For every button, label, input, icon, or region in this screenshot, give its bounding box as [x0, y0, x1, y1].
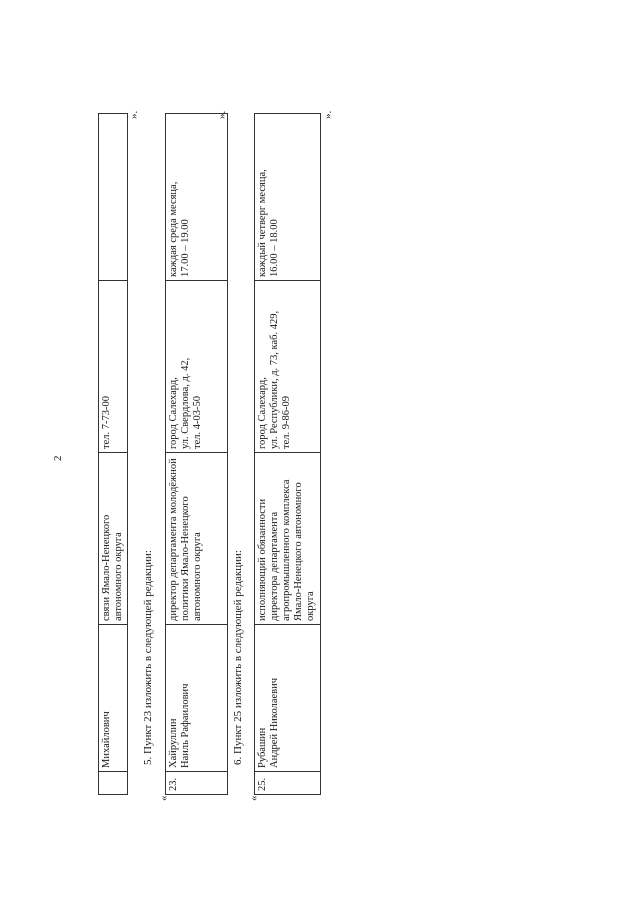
table-item-23	[165, 110, 228, 795]
address-line: город Салехард,	[168, 377, 179, 449]
cell-address: тел. 7-73-00	[99, 281, 128, 453]
time-line: каждая среда месяца,	[168, 181, 179, 277]
address-line: тел. 4-03-50	[192, 396, 203, 449]
time-line: 17.00 – 19.00	[180, 219, 191, 277]
table-row	[99, 114, 128, 795]
cell-name: Михайлович	[99, 625, 128, 772]
address-line: ул. Республики, д. 73, каб. 429,	[269, 310, 280, 449]
cell-num	[99, 772, 128, 795]
cell-name	[255, 625, 321, 772]
name-line: Хайруллин	[168, 718, 179, 768]
close-quote: ».	[128, 110, 140, 119]
address-line: город Салехард,	[257, 377, 268, 449]
section-heading: 6. Пункт 25 изложить в следующей редакции:	[232, 550, 244, 765]
cell-position: исполняющий обязанности директора департамента агропромышленного комплекса Ямало-Ненецкого автономного округа	[255, 453, 321, 625]
cell-num: 23.	[166, 772, 228, 795]
cell-position: связи Ямало-Ненецкого автономного округа	[99, 453, 128, 625]
cell-address	[255, 281, 321, 453]
name-line: Рубашин	[257, 727, 268, 768]
name-line: Наиль Рафаилович	[180, 683, 191, 768]
cell-position: директор департамента молодёжной политики Ямало-Ненецкого автономного округа	[166, 453, 228, 625]
name-line: Андрей Николаевич	[269, 678, 280, 768]
page-number: 2	[52, 455, 64, 461]
close-quote: ».	[216, 110, 228, 119]
table-row	[255, 114, 321, 795]
open-quote: «	[158, 795, 170, 801]
time-line: каждый четверг месяца,	[257, 169, 268, 277]
cell-time	[255, 114, 321, 281]
section-heading: 5. Пункт 23 изложить в следующей редакции:	[142, 550, 154, 765]
table-continuation	[98, 113, 128, 795]
cell-time	[99, 114, 128, 281]
cell-address	[166, 281, 228, 453]
table-row	[166, 114, 228, 795]
address-line: тел. 9-86-09	[281, 396, 292, 449]
close-quote: ».	[322, 110, 334, 119]
cell-time	[166, 114, 228, 281]
table-item-25	[254, 113, 321, 795]
cell-num: 25.	[255, 772, 321, 795]
address-line: ул. Свердлова, д. 42,	[180, 357, 191, 449]
open-quote: «	[248, 795, 260, 801]
time-line: 16.00 – 18.00	[269, 219, 280, 277]
cell-name	[166, 625, 228, 772]
